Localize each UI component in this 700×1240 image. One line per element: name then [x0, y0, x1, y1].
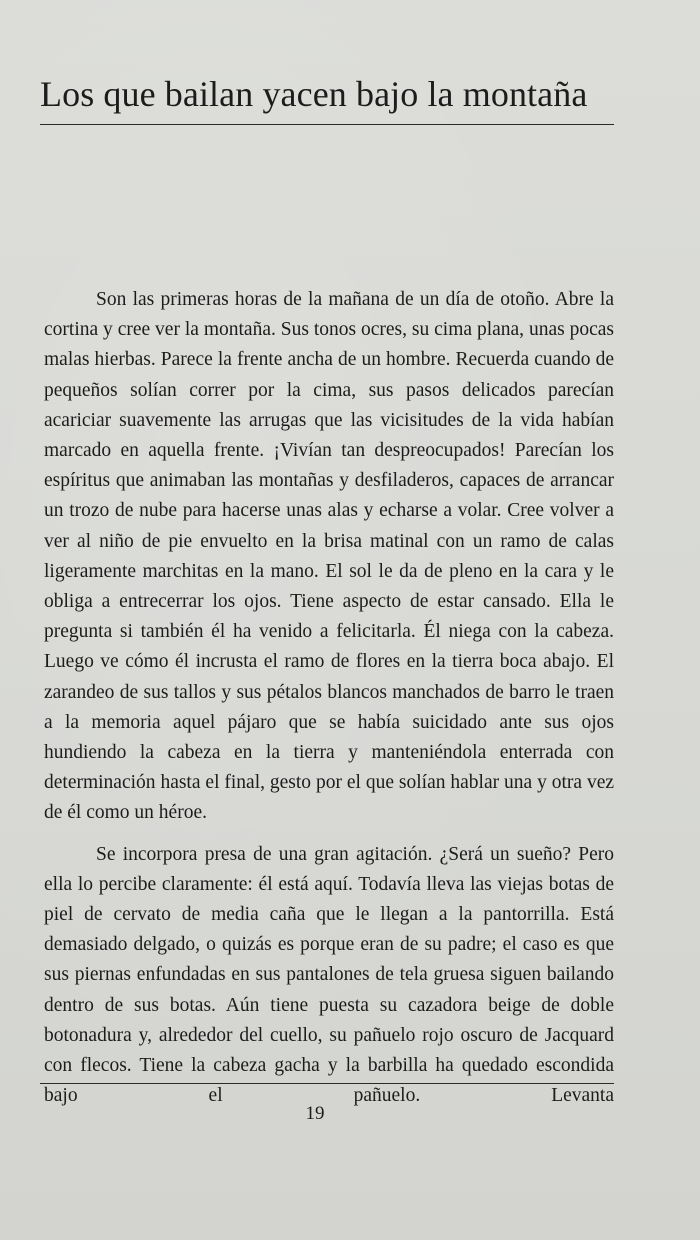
- body-text: [44, 285, 614, 1122]
- title-rule: [40, 124, 614, 125]
- chapter-title: Los que bailan yacen bajo la montaña: [40, 74, 588, 114]
- paragraph-2: Se incorpora presa de una gran agitación. ¿Será un sueño? Pero ella lo percibe claramente: él está aquí. Todavía lleva las viejas botas de piel de cervato de media caña que le llegan a la pantorrilla. Está demasiado delgado, o quizás es porque eran de su padre; el caso es que sus piernas enfundadas en sus pantalones de tela gruesa siguen bailando dentro de sus botas. Aún tiene puesta su cazadora beige de doble botonadura y, alrededor del cuello, su pañuelo rojo oscuro de Jacquard con flecos. Tiene la cabeza gacha y la barbilla ha quedado escondida bajo el pañuelo. Levanta: [44, 843, 614, 1107]
- footer-rule: [40, 1083, 614, 1084]
- page-number: 19: [305, 1103, 325, 1124]
- paragraph-1: Son las primeras horas de la mañana de un día de otoño. Abre la cortina y cree ver la montaña. Sus tonos ocres, su cima plana, unas pocas malas hierbas. Parece la frente ancha de un hombre. Recuerda cuando de pequeños solían correr por la cima, sus pasos delicados parecían acariciar suavemente las arrugas que las vicisitudes de la vida habían marcado en aquella frente. ¡Vivían tan despreocupados! Parecían los espíritus que animaban las montañas y desfiladeros, capaces de arrancar un trozo de nube para hacerse unas alas y echarse a volar. Cree volver a ver al niño de pie envuelto en la brisa matinal con un ramo de calas ligeramente marchitas en la mano. El sol le da de pleno en la cara y le obliga a entrecerrar los ojos. Tiene aspecto de estar cansado. Ella le pregunta si también él ha venido a felicitarla. Él niega con la cabeza. Luego ve cómo él incrusta el ramo de flores en la tierra boca abajo. El zarandeo de sus tallos y sus pétalos blancos manchados de barro le traen a la memoria aquel pájaro que se había suicidado ante sus ojos hundiendo la cabeza en la tierra y manteniéndola enterrada con determinación hasta el final, gesto por el que solían hablar una y otra vez de él como un héroe.: [44, 289, 614, 824]
